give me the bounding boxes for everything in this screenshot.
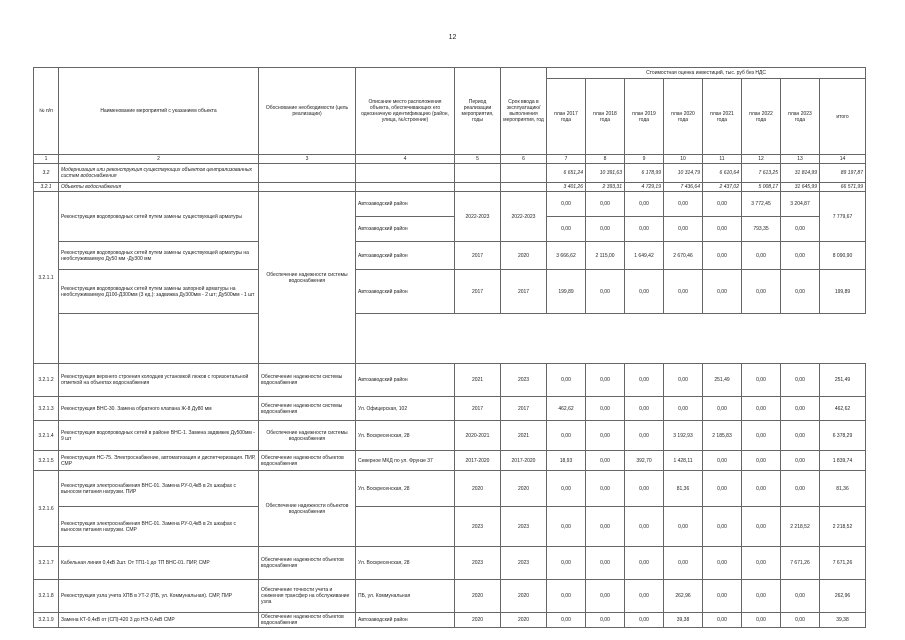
value-cell: 0,00: [586, 613, 625, 628]
value-cell: 0,00: [781, 451, 820, 471]
value-cell: 7 613,25: [742, 164, 781, 183]
row-num: 3.2.1.8: [34, 580, 59, 613]
row-total: 462,62: [820, 397, 866, 421]
value-cell: 3 772,45: [742, 192, 781, 217]
row-num: 3.2.1.5: [34, 451, 59, 471]
row-name: Реконструкция электроснабжения ВНС-01. Замена РУ-0,4кВ в 2х шкафах с выносом питания нагрузки. СМР: [59, 507, 259, 547]
header-year: план 2019 года: [625, 79, 664, 155]
column-number: 6: [501, 155, 547, 164]
value-cell: 262,96: [664, 580, 703, 613]
value-cell: 0,00: [625, 547, 664, 580]
row-total: 2 218,52: [820, 507, 866, 547]
value-cell: 0,00: [742, 451, 781, 471]
row-period: 2020: [455, 580, 501, 613]
row-period: 2017: [455, 397, 501, 421]
header-total: итого: [820, 79, 866, 155]
row-area: Автозаводский район: [356, 613, 455, 628]
value-cell: 462,62: [547, 397, 586, 421]
value-cell: 0,00: [547, 507, 586, 547]
value-cell: 0,00: [703, 397, 742, 421]
value-cell: 0,00: [703, 613, 742, 628]
header-year: план 2018 года: [586, 79, 625, 155]
row-commission: 2023: [501, 547, 547, 580]
value-cell: 251,49: [703, 364, 742, 397]
column-number: 3: [259, 155, 356, 164]
page-number: 12: [448, 34, 457, 41]
row-commission: 2022-2023: [501, 192, 547, 242]
value-cell: 0,00: [742, 507, 781, 547]
row-area: Автозаводский район: [356, 270, 455, 314]
value-cell: 0,00: [703, 192, 742, 217]
investment-table: [33, 67, 866, 628]
value-cell: 0,00: [703, 242, 742, 270]
column-number: 7: [547, 155, 586, 164]
value-cell: 4 729,19: [625, 183, 664, 192]
value-cell: 2 115,00: [586, 242, 625, 270]
header-year: план 2020 года: [664, 79, 703, 155]
row-area: Ул. Воскресенская, 28: [356, 547, 455, 580]
value-cell: 7 671,26: [781, 547, 820, 580]
row-area: Автозаводский район: [356, 192, 455, 217]
row-name: Кабельная линия 0,4кВ 2шт. От ТП1-1 до ТП ВНС-01. ПИР, СМР: [59, 547, 259, 580]
value-cell: 0,00: [547, 421, 586, 451]
row-need: Обеспечение надежности объектов водоснабжения: [259, 547, 356, 580]
header-need: Обоснование необходимости (цель реализации): [259, 68, 356, 155]
row-area: Автозаводский район: [356, 217, 455, 242]
row-num: 3.2.1.9: [34, 613, 59, 628]
value-cell: 0,00: [742, 364, 781, 397]
row-period: 2022-2023: [455, 192, 501, 242]
value-cell: 81,36: [664, 471, 703, 507]
row-need: Обеспечение точности учета и снижения трансфер на обслуживание узла: [259, 580, 356, 613]
value-cell: 3 666,62: [547, 242, 586, 270]
row-area: Северное МКД по ул. Фрунзе 37: [356, 451, 455, 471]
row-total: 262,96: [820, 580, 866, 613]
header-commission: Срок ввода в эксплуатацию/ выполнения мероприятия, год: [501, 68, 547, 155]
value-cell: 0,00: [781, 364, 820, 397]
value-cell: 6 651,24: [547, 164, 586, 183]
header-area: Описание место расположения объекта, обеспечивающих его однозначную идентификацию (район, улица, №/строение): [356, 68, 455, 155]
row-commission: 2017: [501, 397, 547, 421]
row-need: Обеспечение надежности системы водоснабжения: [259, 192, 356, 364]
column-number: 10: [664, 155, 703, 164]
row-total: 81,36: [820, 471, 866, 507]
value-cell: 0,00: [586, 217, 625, 242]
row-commission: 2023: [501, 507, 547, 547]
value-cell: 0,00: [586, 364, 625, 397]
row-area: Автозаводский район: [356, 242, 455, 270]
row-name: Реконструкция электроснабжения ВНС-01. Замена РУ-0,4кВ в 2х шкафах с выносом питания нагрузки. ПИР: [59, 471, 259, 507]
row-name: Реконструкция ВНС-30. Замена обратного клапана Ж-8 Ду80 мм: [59, 397, 259, 421]
row-commission: 2023: [501, 364, 547, 397]
value-cell: 0,00: [625, 192, 664, 217]
row-need: Обеспечение надежности системы водоснабжения: [259, 364, 356, 397]
header-year: план 2021 года: [703, 79, 742, 155]
row-total: 7 779,67: [820, 192, 866, 242]
column-number: 2: [59, 155, 259, 164]
value-cell: 0,00: [586, 580, 625, 613]
row-area: Автозаводский район: [356, 364, 455, 397]
row-period: 2023: [455, 507, 501, 547]
column-number: 13: [781, 155, 820, 164]
row-num: 3.2.1.3: [34, 397, 59, 421]
value-cell: 0,00: [664, 192, 703, 217]
row-name: Реконструкция узла учета ХПВ в УТ-2 (ПБ, ул. Коммунальная). СМР, ПИР: [59, 580, 259, 613]
header-year: план 2023 года: [781, 79, 820, 155]
row-need: Обеспечение надежности объектов водоснабжения: [259, 471, 356, 547]
value-cell: 18,93: [547, 451, 586, 471]
column-number: 9: [625, 155, 664, 164]
row-commission: 2020: [501, 613, 547, 628]
row-need: Обеспечение надежности системы водоснабжения: [259, 397, 356, 421]
value-cell: 0,00: [547, 192, 586, 217]
value-cell: 392,70: [625, 451, 664, 471]
value-cell: 0,00: [703, 547, 742, 580]
value-cell: 1 428,11: [664, 451, 703, 471]
value-cell: 10 314,79: [664, 164, 703, 183]
value-cell: 31 645,99: [781, 183, 820, 192]
row-num: 3.2.1.2: [34, 364, 59, 397]
row-num: 3.2.1.1: [34, 192, 59, 364]
value-cell: 0,00: [586, 471, 625, 507]
row-num: 3.2.1.4: [34, 421, 59, 451]
row-period: 2017: [455, 242, 501, 270]
value-cell: 0,00: [625, 397, 664, 421]
value-cell: 0,00: [781, 471, 820, 507]
value-cell: 0,00: [547, 613, 586, 628]
value-cell: 199,89: [547, 270, 586, 314]
value-cell: 0,00: [664, 364, 703, 397]
value-cell: 0,00: [625, 507, 664, 547]
column-number: 1: [34, 155, 59, 164]
row-period: 2017-2020: [455, 451, 501, 471]
value-cell: 0,00: [625, 613, 664, 628]
value-cell: 0,00: [664, 507, 703, 547]
header-num: № п/п: [34, 68, 59, 155]
section-title: Модернизация или реконструкция существующих объектов централизованных систем водоснабжения: [59, 164, 259, 183]
value-cell: 0,00: [781, 217, 820, 242]
value-cell: 0,00: [625, 471, 664, 507]
value-cell: 2 393,31: [586, 183, 625, 192]
column-number: 14: [820, 155, 866, 164]
value-cell: 0,00: [586, 270, 625, 314]
row-name: Реконструкция водопроводных сетей путем замены существующей арматуры: [59, 192, 259, 242]
value-cell: 31 814,99: [781, 164, 820, 183]
row-total: 199,89: [820, 270, 866, 314]
row-commission: 2020: [501, 580, 547, 613]
value-cell: 2 218,52: [781, 507, 820, 547]
value-cell: 0,00: [781, 270, 820, 314]
value-cell: 3 204,87: [781, 192, 820, 217]
value-cell: 0,00: [586, 192, 625, 217]
row-name: Реконструкция водопроводных сетей путем замены существующей арматуры на необслуживаемую Ду50 мм -Ду300 мм: [59, 242, 259, 270]
row-name: Реконструкция НС-75. Электроснабжение, автоматизация и диспетчеризация. ПИР, СМР: [59, 451, 259, 471]
value-cell: 0,00: [703, 471, 742, 507]
value-cell: 0,00: [664, 397, 703, 421]
row-name: Реконструкция водопроводных сетей в районе ВНС-1. Замена задвижек Ду500мм - 9 шт: [59, 421, 259, 451]
header-name: Наименование мероприятий с указанием объекта: [59, 68, 259, 155]
row-name: Реконструкция водопроводных сетей путем замены запорной арматуры на необслуживаемую Д100-Д300мм (3 ед.): задвижка Ду300мм - 2 шт; Ду500мм - 1 шт: [59, 270, 259, 314]
row-total: 1 839,74: [820, 451, 866, 471]
value-cell: 0,00: [703, 270, 742, 314]
value-cell: 0,00: [586, 421, 625, 451]
row-total: 8 090,90: [820, 242, 866, 270]
row-period: 2023: [455, 547, 501, 580]
row-period: 2021: [455, 364, 501, 397]
value-cell: 0,00: [586, 397, 625, 421]
row-total: 39,38: [820, 613, 866, 628]
value-cell: 0,00: [586, 451, 625, 471]
row-total: 6 378,29: [820, 421, 866, 451]
row-commission: 2017: [501, 270, 547, 314]
value-cell: 0,00: [703, 217, 742, 242]
header-year: план 2017 года: [547, 79, 586, 155]
value-cell: 0,00: [547, 364, 586, 397]
value-cell: 7 436,64: [664, 183, 703, 192]
column-number: 8: [586, 155, 625, 164]
value-cell: 0,00: [742, 270, 781, 314]
value-cell: 0,00: [625, 421, 664, 451]
value-cell: 0,00: [625, 270, 664, 314]
row-need: Обеспечение надежности объектов водоснабжения: [259, 613, 356, 628]
header-cost: Стоимостная оценка инвестиций, тыс. руб без НДС: [547, 68, 866, 79]
value-cell: 0,00: [742, 580, 781, 613]
value-cell: 0,00: [586, 547, 625, 580]
value-cell: 66 571,99: [820, 183, 866, 192]
row-area: ПБ, ул. Коммунальная: [356, 580, 455, 613]
row-num: 3.2.1: [34, 183, 59, 192]
value-cell: 6 178,99: [625, 164, 664, 183]
value-cell: 5 008,17: [742, 183, 781, 192]
value-cell: 0,00: [625, 580, 664, 613]
value-cell: 0,00: [742, 421, 781, 451]
value-cell: 0,00: [664, 270, 703, 314]
header-year: план 2022 года: [742, 79, 781, 155]
value-cell: 1 649,42: [625, 242, 664, 270]
row-need: Обеспечение надежности системы водоснабжения: [259, 421, 356, 451]
column-number: 4: [356, 155, 455, 164]
value-cell: 0,00: [547, 580, 586, 613]
row-num: 3.2.1.6: [34, 471, 59, 547]
value-cell: 0,00: [742, 613, 781, 628]
value-cell: 39,38: [664, 613, 703, 628]
column-number: 5: [455, 155, 501, 164]
column-number: 12: [742, 155, 781, 164]
value-cell: 0,00: [742, 397, 781, 421]
row-commission: 2020: [501, 471, 547, 507]
value-cell: 0,00: [547, 547, 586, 580]
value-cell: 0,00: [781, 242, 820, 270]
row-area: Ул. Воскресенская, 28: [356, 471, 455, 507]
value-cell: 0,00: [742, 242, 781, 270]
value-cell: 0,00: [547, 471, 586, 507]
value-cell: 0,00: [664, 547, 703, 580]
row-period: 2020: [455, 471, 501, 507]
section-title: Объекты водоснабжения: [59, 183, 259, 192]
value-cell: 0,00: [625, 217, 664, 242]
value-cell: 2 185,83: [703, 421, 742, 451]
value-cell: 10 391,63: [586, 164, 625, 183]
row-num: 3.2: [34, 164, 59, 183]
row-area: Ул. Воскресенская, 28: [356, 421, 455, 451]
row-name: Реконструкция верхнего строения колодцев установкой люков с горизонтальной отметкой на объектах водоснабжения: [59, 364, 259, 397]
value-cell: 0,00: [625, 364, 664, 397]
row-need: Обеспечение надежности объектов водоснабжения: [259, 451, 356, 471]
row-commission: 2021: [501, 421, 547, 451]
row-total: 7 671,26: [820, 547, 866, 580]
value-cell: 0,00: [586, 507, 625, 547]
value-cell: 793,35: [742, 217, 781, 242]
header-period: Период реализации мероприятия, годы: [455, 68, 501, 155]
value-cell: 0,00: [664, 217, 703, 242]
row-total: 251,49: [820, 364, 866, 397]
row-period: 2020: [455, 613, 501, 628]
value-cell: 0,00: [703, 580, 742, 613]
value-cell: 3 192,93: [664, 421, 703, 451]
value-cell: 0,00: [703, 507, 742, 547]
value-cell: 0,00: [781, 613, 820, 628]
row-area: Ул. Офицерская, 102: [356, 397, 455, 421]
value-cell: 0,00: [781, 580, 820, 613]
value-cell: 3 401,26: [547, 183, 586, 192]
value-cell: 2 670,46: [664, 242, 703, 270]
row-commission: 2017-2020: [501, 451, 547, 471]
value-cell: 2 437,02: [703, 183, 742, 192]
row-commission: 2020: [501, 242, 547, 270]
value-cell: 6 610,64: [703, 164, 742, 183]
row-period: 2017: [455, 270, 501, 314]
value-cell: 0,00: [781, 397, 820, 421]
value-cell: 0,00: [547, 217, 586, 242]
value-cell: 0,00: [781, 421, 820, 451]
value-cell: 0,00: [742, 471, 781, 507]
value-cell: 89 197,87: [820, 164, 866, 183]
value-cell: 0,00: [742, 547, 781, 580]
column-number: 11: [703, 155, 742, 164]
row-period: 2020-2021: [455, 421, 501, 451]
row-num: 3.2.1.7: [34, 547, 59, 580]
row-name: Замена КТ-0,4кВ от (СП)-420 3 до НЭ-0,4кВ СМР: [59, 613, 259, 628]
value-cell: 0,00: [703, 451, 742, 471]
